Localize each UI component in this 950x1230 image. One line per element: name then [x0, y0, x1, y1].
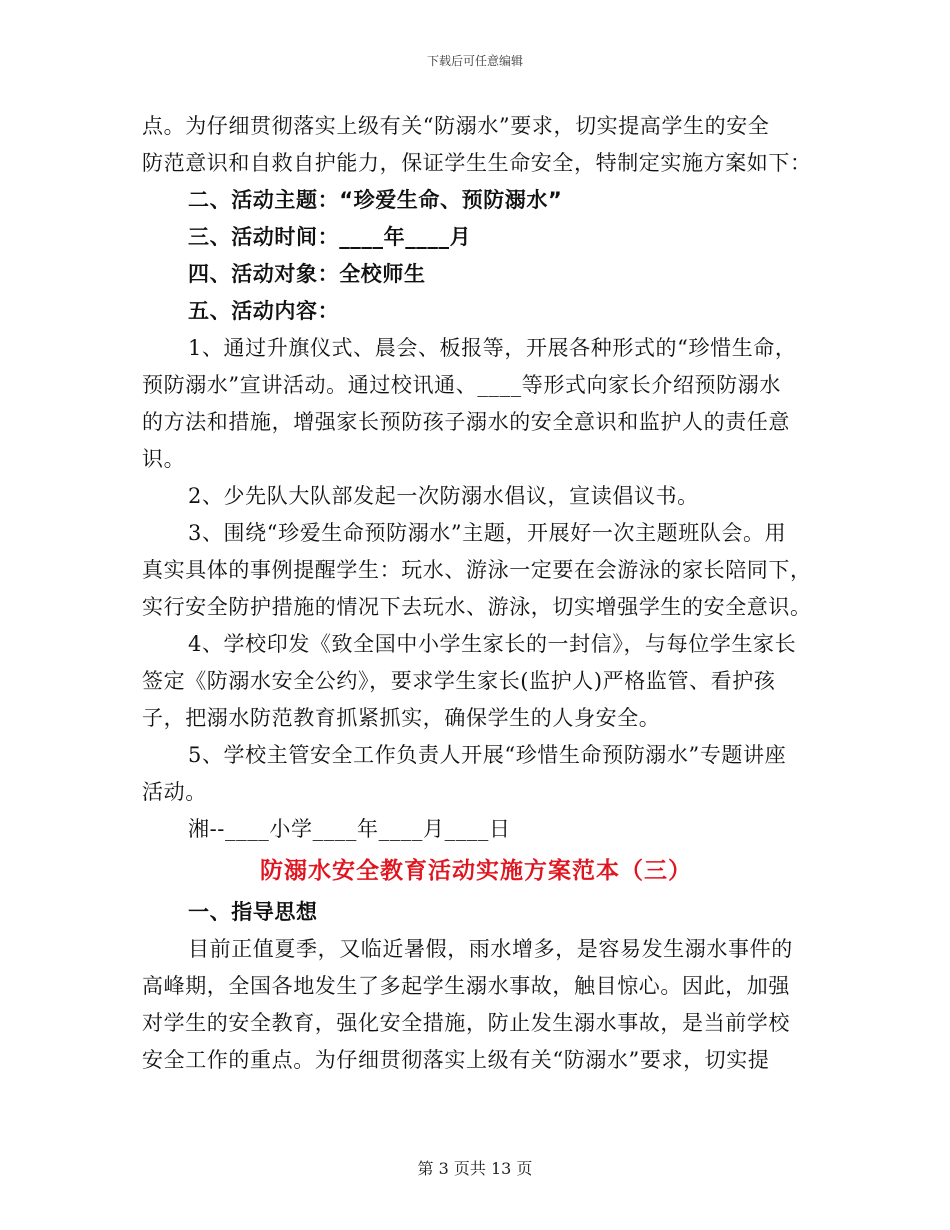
paragraph-line: 实行安全防护措施的情况下去玩水、游泳，切实增强学生的安全意识。	[142, 595, 812, 619]
paragraph-line: 高峰期，全国各地发生了多起学生溺水事故，触目惊心。因此，加强	[142, 974, 790, 998]
paragraph-line: 3、围绕“珍爱生命预防溺水”主题，开展好一次主题班队会。用	[188, 521, 787, 545]
heading-time: 三、活动时间：____年____月	[188, 225, 472, 249]
paragraph-line: 点。为仔细贯彻落实上级有关“防溺水”要求，切实提高学生的安全	[142, 114, 770, 138]
heading-target: 四、活动对象：全校师生	[188, 262, 426, 286]
paragraph-line: 子，把溺水防范教育抓紧抓实，确保学生的人身安全。	[142, 706, 661, 730]
paragraph-line: 活动。	[142, 780, 207, 804]
heading-theme: 二、活动主题：“珍爱生命、预防溺水”	[188, 188, 563, 212]
paragraph-line: 4、学校印发《致全国中小学生家长的一封信》，与每位学生家长	[188, 632, 797, 656]
section-title: 防溺水安全教育活动实施方案范本（三）	[260, 858, 692, 884]
paragraph-line: 5、学校主管安全工作负责人开展“珍惜生命预防溺水”专题讲座	[188, 743, 787, 767]
paragraph-line: 2、少先队大队部发起一次防溺水倡议，宣读倡议书。	[188, 484, 699, 508]
paragraph-line: 1、通过升旗仪式、晨会、板报等，开展各种形式的“珍惜生命，	[188, 336, 797, 360]
paragraph-line: 签定《防溺水安全公约》，要求学生家长(监护人)严格监管、看护孩	[142, 669, 776, 693]
heading-content: 五、活动内容：	[188, 299, 340, 323]
paragraph-line: 识。	[142, 447, 186, 471]
paragraph-line: 预防溺水”宣讲活动。通过校讯通、____等形式向家长介绍预防溺水	[142, 373, 781, 397]
document-body	[142, 108, 810, 1079]
signature-line: 湘--____小学____年____月____日	[188, 817, 511, 841]
paragraph-line: 对学生的安全教育，强化安全措施，防止发生溺水事故，是当前学校	[142, 1011, 790, 1035]
paragraph-line: 安全工作的重点。为仔细贯彻落实上级有关“防溺水”要求，切实提	[142, 1048, 770, 1072]
paragraph-line: 真实具体的事例提醒学生：玩水、游泳一定要在会游泳的家长陪同下，	[142, 558, 812, 582]
page-footer: 第 3 页共 13 页	[417, 1159, 533, 1178]
paragraph-line: 的方法和措施，增强家长预防孩子溺水的安全意识和监护人的责任意	[142, 410, 790, 434]
paragraph-line: 目前正值夏季，又临近暑假，雨水增多，是容易发生溺水事件的	[188, 937, 793, 961]
paragraph-line: 防范意识和自救自护能力，保证学生生命安全，特制定实施方案如下：	[142, 151, 812, 175]
page-header: 下载后可任意编辑	[426, 54, 523, 68]
heading-guiding-thought: 一、指导思想	[188, 900, 318, 924]
